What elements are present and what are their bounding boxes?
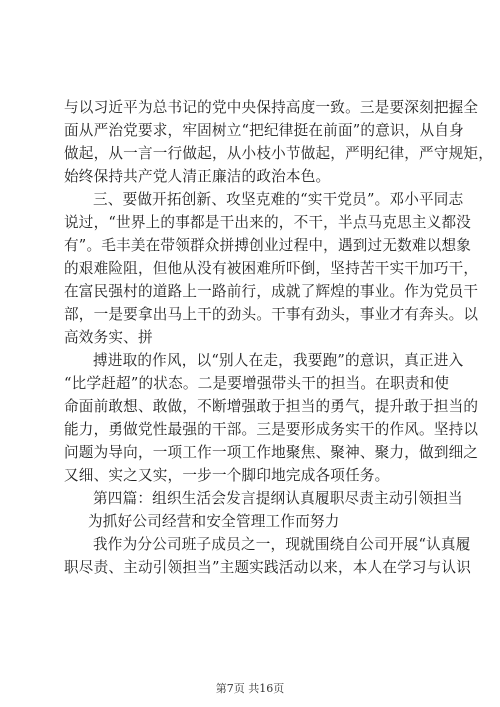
body-line: 职尽责、主动引领担当”主题实践活动以来，本人在学习与认识 [64, 559, 472, 576]
body-line: 部，一是要拿出马上干的劲头。干事有劲头，事业才有奔头。以 [64, 306, 479, 323]
body-line: 命面前敢想、敢做，不断增强敢于担当的勇气，提升敢于担当的 [64, 398, 479, 415]
body-line: 在富民强村的道路上一路前行，成就了辉煌的事业。作为党员干 [64, 283, 479, 300]
body-line: 问题为导向，一项工作一项工作地聚焦、聚神、聚力，做到细之 [64, 444, 479, 461]
body-line: 有”。毛丰美在带领群众拼搏创业过程中，遇到过无数难以想象 [64, 237, 472, 254]
page-footer: 第7页 共16页 [215, 682, 285, 695]
body-line: 又细、实之又实，一步一个脚印地完成各项任务。 [64, 467, 390, 484]
document-body [64, 96, 494, 579]
body-line: 始终保持共产党人清正廉洁的政治本色。 [64, 168, 331, 185]
section-three-start: 三、要做开拓创新、攻坚克难的“实干党员”。邓小平同志 [93, 191, 464, 208]
chapter-heading: 第四篇：组织生活会发言提纲认真履职尽责主动引领担当 [93, 490, 463, 507]
body-line: “比学赶超”的状态。二是要增强带头干的担当。在职责和使 [64, 375, 450, 392]
body-line: 说过，“世界上的事都是干出来的，不干，半点马克思主义都没 [64, 214, 472, 231]
body-line: 面从严治党要求，牢固树立“把纪律挺在前面”的意识，从自身 [64, 122, 464, 139]
body-line: 能力，勇做党性最强的干部。三是要形成务实干的作风。坚持以 [64, 421, 479, 438]
body-line: 的艰难险阻，但他从没有被困难所吓倒，坚持苦干实干加巧干， [64, 260, 479, 277]
body-line: 高效务实、拼 [64, 329, 153, 346]
body-line: 我作为分公司班子成员之一，现就围绕自公司开展“认真履 [93, 536, 471, 553]
body-line: 做起，从一言一行做起，从小枝小节做起，严明纪律，严守规矩， [64, 145, 494, 162]
chapter-subheading: 为抓好公司经营和安全管理工作而努力 [88, 513, 340, 530]
paragraph-continuation: 搏进取的作风，以“别人在走，我要跑”的意识，真正进入 [93, 352, 464, 369]
body-line: 与以习近平为总书记的党中央保持高度一致。三是要深刻把握全 [64, 99, 479, 116]
